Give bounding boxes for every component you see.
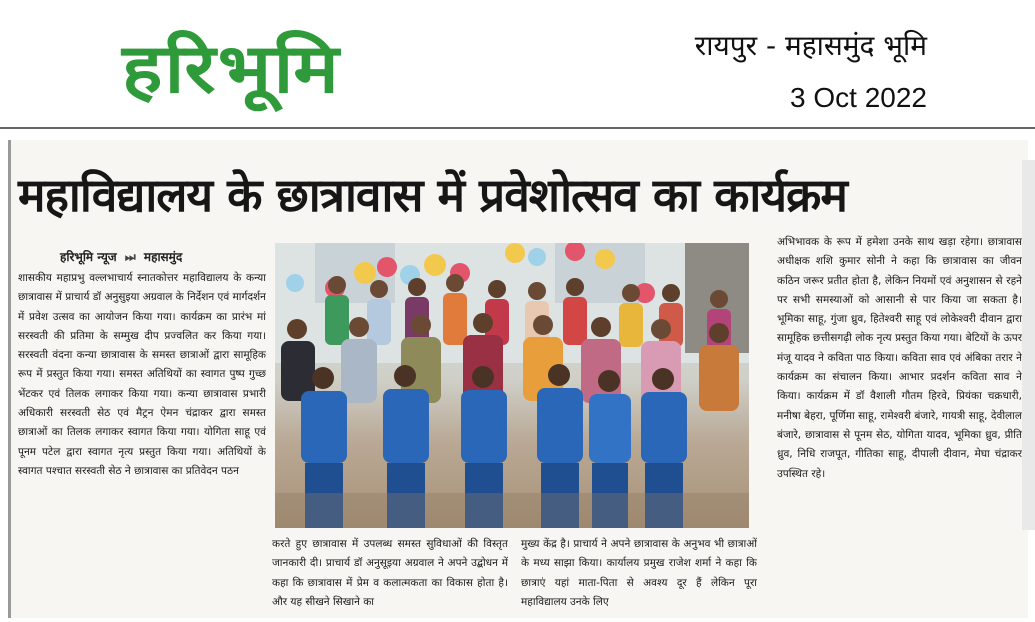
edition-date: 3 Oct 2022 [790,82,927,113]
article-column-3: मुख्य केंद्र है। प्राचार्य ने अपने छात्रावास के अनुभव भी छात्राओं के मध्य साझा किया। कार्यालय प्रमुख राजेश शर्मा ने कहा कि छात्राएं यहां माता-पिता से अवश्य दूर हैं लेकिन पूरा महाविद्यालय उनके लिए [521,538,757,607]
newspaper-logo: हरिभूमि [122,30,342,109]
adjacent-clipping-edge [1022,160,1035,530]
article-column-1: शासकीय महाप्रभु वल्लभाचार्य स्नातकोत्तर महाविद्यालय के कन्या छात्रावास में प्राचार्य डॉ अनुसुइया अग्रवाल के निर्देशन एवं मार्गदर्शन में प्रवेश उत्सव का आयोजन किया गया। कार्यक्रम का प्रारंभ मां सरस्वती की प्रतिमा के सम्मुख दीप प्रज्वलित कर किया गया। सरस्वती वंदना कन्या छात्रावास के समस्त छात्राओं द्वारा सामूहिक रूप में प्रस्तुत किया गया। समस्त अतिथियों का स्वागत पुष्प गुच्छ भेंटकर एवं तिलक लगाकर किया गया। कन्या छात्रावास प्रभारी अधिकारी सरस्वती सेठ एवं मैट्रन ऐमन चंद्राकर द्वारा समस्त छात्राओं का तिलक लगाकर स्वागत किया गया। योगिता साहू एवं पूनम पटेल द्वारा स्वागत नृत्य प्रस्तुत किया गया। अतिथियों के स्वागत पश्चात सरस्वती सेठ ने छात्रावास का प्रतिवेदन पठन [18,272,266,477]
event-photo [275,243,749,528]
edition-name: रायपुर - महासमुंद भूमि [694,29,927,62]
article-column-2: करते हुए छात्रावास में उपलब्ध समस्त सुविधाओं की विस्तृत जानकारी दी। प्राचार्य डॉ अनुसूइया अग्रवाल ने अपने उद्बोधन में कहा कि छात्रावास में प्रेम व कलात्मकता का विकास होता है। और यह सीखने सिखाने का [272,538,508,607]
byline-location: महासमुंद [143,250,183,264]
byline [60,248,182,265]
article-column-4: अभिभावक के रूप में हमेशा उनके साथ खड़ा रहेगा। छात्रावास अधीक्षक शशि कुमार सोनी ने कहा कि छात्रावास का जीवन कठिन जरूर प्रतीत होता है, लेकिन नियमों एवं अनुशासन से रहने पर सभी समस्याओं को आसानी से पार किया जा सकता है। भूमिका साहू, गुंजा ध्रुव, हितेश्वरी साहू एवं लोकेश्वरी दीवान द्वारा सामूहिक छत्तीसगढ़ी लोक नृत्य प्रस्तुत किया गया। बेटियों के ऊपर मंजू यादव ने कविता पाठ किया। कविता साव एवं अंबिका तरार ने कार्यक्रम का संचालन किया। आभार प्रदर्शन कविता साव ने किया। कार्यक्रम में डॉ वैशाली गौतम हिरवे, प्रियंका चक्रधारी, मनीषा बेहरा, पूर्णिमा साहू, रामेश्वरी बंजारे, गायत्री साहू, देवीलाल बंजारे, छात्रावास से पूनम सेठ, योगिता यादव, भूमिका ध्रुव, प्रीति ध्रुव, निधि राजपूत, गीतिका साहू, दीपाली दीवान, मेघा चंद्राकर उपस्थित रहे। [777,236,1022,480]
article-headline: महाविद्यालय के छात्रावास में प्रवेशोत्सव का कार्यक्रम [18,168,847,222]
masthead [0,0,1035,128]
byline-source: हरिभूमि न्यूज [60,250,117,264]
masthead-divider [0,127,1035,129]
byline-arrow-icon: ⏭ [124,250,136,264]
